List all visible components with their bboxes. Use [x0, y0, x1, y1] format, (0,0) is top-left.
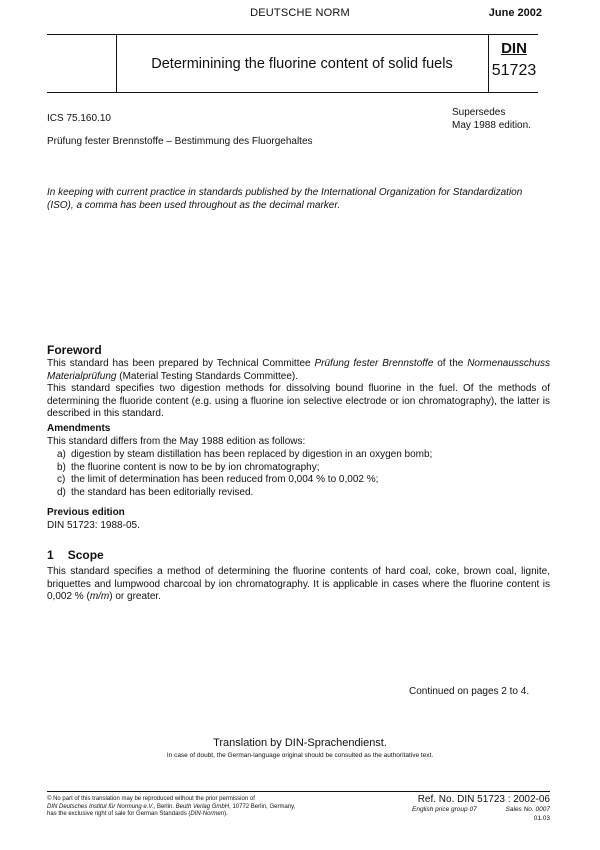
price-group: English price group 07 — [412, 806, 477, 813]
document-title: Determinining the fluorine content of solid fuels — [151, 55, 453, 72]
supersedes-edition: May 1988 edition. — [452, 120, 531, 131]
translation-disclaimer: In case of doubt, the German-language original should be consulted as the authoritative text. — [166, 752, 434, 759]
previous-edition-text: DIN 51723: 1988-05. — [47, 520, 140, 531]
decimal-marker-note: In keeping with current practice in standards published by the International Organization for Standardization (ISO), a comma has been used throughout as the decimal marker. — [47, 187, 523, 211]
list-item: c) the limit of determination has been reduced from 0,004 % to 0,002 %; — [57, 474, 379, 485]
previous-edition-heading: Previous edition — [47, 507, 125, 518]
ics-code: ICS 75.160.10 — [47, 113, 111, 124]
publication-date: June 2002 — [488, 7, 542, 19]
din-logo: DIN — [501, 40, 527, 57]
standard-number: 51723 — [491, 62, 537, 79]
amendments-heading: Amendments — [47, 423, 111, 434]
scope-heading: 1 Scope — [47, 548, 104, 562]
translation-credit: Translation by DIN-Sprachendienst. — [213, 737, 387, 749]
foreword-heading: Foreword — [47, 343, 102, 357]
foreword-paragraph-2: This standard specifies two digestion methods for dissolving bound fluorine in the fuel. Of the methods of determining the fluoride content (e.g. using a fluorine ion selective electrode or ion chromatography), the latter is described in this standard. — [47, 383, 550, 419]
amendments-list — [47, 449, 550, 499]
din-logo-cell — [488, 35, 539, 92]
sales-number: Sales No. 0007 — [505, 806, 550, 813]
continuation-note: Continued on pages 2 to 4. — [409, 686, 530, 697]
standard-series-label: DEUTSCHE NORM — [250, 7, 350, 19]
amendments-intro: This standard differs from the May 1988 edition as follows: — [47, 436, 306, 447]
title-block-left-cell — [47, 35, 117, 92]
supersedes-label: Supersedes — [452, 107, 506, 118]
list-item: b) the fluorine content is now to be by ion chromatography; — [57, 461, 320, 473]
title-block — [47, 34, 538, 93]
list-item: a) digestion by steam distillation has been replaced by digestion in an oxygen bomb; — [57, 449, 433, 460]
scope-text: This standard specifies a method of determining the fluorine contents of hard coal, coke, brown coal, lignite, briquettes and lumpwood charcoal by ion chromatography. It is applicable in cases where the fluorine content is 0,002 % (m/m) or greater. — [47, 566, 550, 602]
list-item: d) the standard has been editorially revised. — [57, 486, 254, 498]
foreword-paragraph-1: This standard has been prepared by Technical Committee Prüfung fester Brennstoffe of the Normenausschuss Materialprüfung (Material Testing Standards Committee). — [47, 358, 550, 382]
reference-number: Ref. No. DIN 51723 : 2002-06 — [417, 794, 550, 805]
footer-divider — [47, 791, 550, 792]
german-title: Prüfung fester Brennstoffe – Bestimmung des Fluorgehaltes — [47, 136, 313, 147]
document-code: 01.03 — [533, 815, 550, 822]
copyright-notice: © No part of this translation may be reproduced without the prior permission of DIN Deutsches Institut für Normung e.V., Berlin. Beuth Verlag GmbH, 10772 Berlin, Germany, has the exclusive right of sale for German Standards (DIN-Normen). — [47, 796, 296, 817]
